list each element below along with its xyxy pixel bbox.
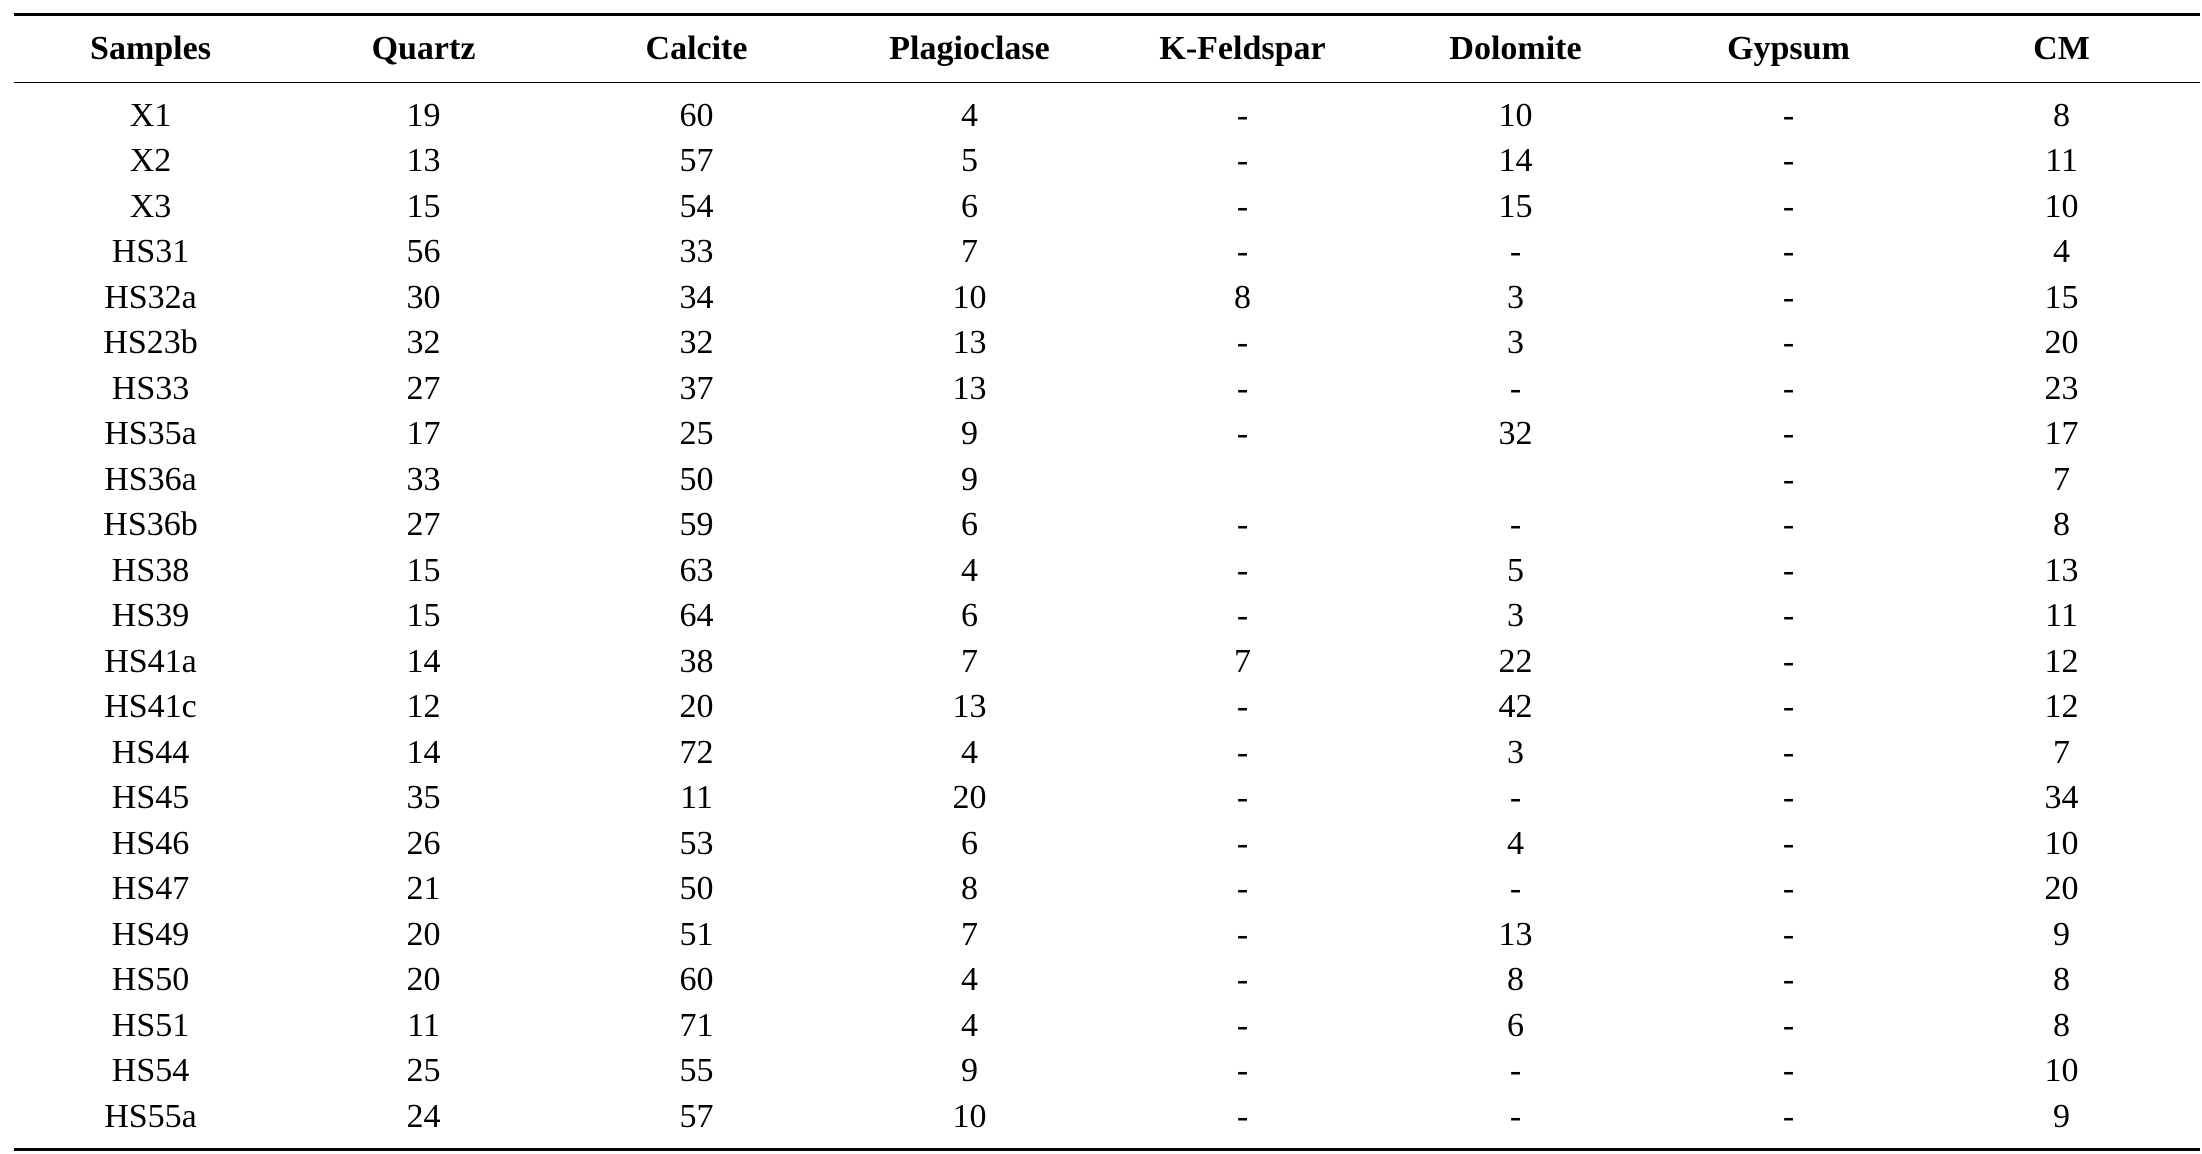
table-body xyxy=(14,83,2200,1151)
column-header-calcite: Calcite xyxy=(645,30,748,67)
cell-quartz: 14 xyxy=(406,642,441,680)
cell-k-feldspar: - xyxy=(1236,779,1249,817)
cell-quartz: 30 xyxy=(406,278,441,316)
cell-k-feldspar: - xyxy=(1236,187,1249,225)
column-header-quartz: Quartz xyxy=(371,30,476,67)
cell-k-feldspar: - xyxy=(1236,506,1249,544)
cell-cm: 13 xyxy=(2044,551,2079,589)
cell-dolomite: 3 xyxy=(1507,324,1524,362)
cell-cm: 15 xyxy=(2044,278,2079,316)
table-row xyxy=(14,366,2200,412)
cell-cm: 23 xyxy=(2044,369,2079,407)
cell-calcite: 64 xyxy=(679,597,714,635)
cell-samples: X2 xyxy=(129,142,172,180)
cell-dolomite: 13 xyxy=(1498,915,1533,953)
cell-samples: HS55a xyxy=(104,1097,197,1135)
cell-quartz: 56 xyxy=(406,233,441,271)
cell-gypsum: - xyxy=(1782,187,1795,225)
cell-dolomite: 32 xyxy=(1498,415,1533,453)
cell-plagioclase: 4 xyxy=(961,733,978,771)
cell-cm: 20 xyxy=(2044,870,2079,908)
cell-calcite: 25 xyxy=(679,415,714,453)
cell-k-feldspar: - xyxy=(1236,369,1249,407)
cell-plagioclase: 6 xyxy=(961,506,978,544)
cell-k-feldspar: 8 xyxy=(1234,278,1251,316)
cell-gypsum: - xyxy=(1782,870,1795,908)
cell-samples: HS54 xyxy=(111,1052,190,1090)
cell-cm: 20 xyxy=(2044,324,2079,362)
cell-samples: HS45 xyxy=(111,779,190,817)
table-row xyxy=(14,503,2200,549)
cell-dolomite: 5 xyxy=(1507,551,1524,589)
cell-calcite: 50 xyxy=(679,870,714,908)
column-header-gypsum: Gypsum xyxy=(1727,30,1850,67)
cell-samples: HS36b xyxy=(103,506,198,544)
cell-k-feldspar: - xyxy=(1236,324,1249,362)
cell-samples: HS38 xyxy=(111,551,190,589)
table-row xyxy=(14,139,2200,185)
mineral-composition-table xyxy=(14,13,2200,1151)
cell-plagioclase: 9 xyxy=(961,415,978,453)
cell-k-feldspar: - xyxy=(1236,551,1249,589)
cell-k-feldspar: - xyxy=(1236,415,1249,453)
cell-quartz: 13 xyxy=(406,142,441,180)
cell-gypsum: - xyxy=(1782,324,1795,362)
cell-gypsum: - xyxy=(1782,551,1795,589)
cell-dolomite: 3 xyxy=(1507,597,1524,635)
cell-quartz: 27 xyxy=(406,506,441,544)
cell-cm: 8 xyxy=(2053,506,2070,544)
table-header xyxy=(14,16,2200,83)
cell-quartz: 12 xyxy=(406,688,441,726)
cell-quartz: 35 xyxy=(406,779,441,817)
cell-plagioclase: 6 xyxy=(961,597,978,635)
cell-calcite: 54 xyxy=(679,187,714,225)
cell-dolomite: 42 xyxy=(1498,688,1533,726)
cell-k-feldspar: - xyxy=(1236,1097,1249,1135)
cell-quartz: 27 xyxy=(406,369,441,407)
cell-calcite: 33 xyxy=(679,233,714,271)
cell-samples: HS51 xyxy=(111,1006,190,1044)
cell-gypsum: - xyxy=(1782,369,1795,407)
cell-calcite: 51 xyxy=(679,915,714,953)
cell-quartz: 20 xyxy=(406,915,441,953)
cell-calcite: 55 xyxy=(679,1052,714,1090)
cell-samples: HS33 xyxy=(111,369,190,407)
cell-cm: 11 xyxy=(2045,597,2078,635)
cell-gypsum: - xyxy=(1782,688,1795,726)
cell-calcite: 32 xyxy=(679,324,714,362)
cell-cm: 7 xyxy=(2053,460,2070,498)
cell-quartz: 24 xyxy=(406,1097,441,1135)
cell-gypsum: - xyxy=(1782,597,1795,635)
cell-gypsum: - xyxy=(1782,1052,1795,1090)
cell-calcite: 11 xyxy=(680,779,713,817)
cell-plagioclase: 7 xyxy=(961,642,978,680)
table-row xyxy=(14,1094,2200,1140)
cell-calcite: 60 xyxy=(679,96,714,134)
cell-dolomite: - xyxy=(1509,233,1522,271)
cell-dolomite: 8 xyxy=(1507,961,1524,999)
cell-cm: 9 xyxy=(2053,1097,2070,1135)
cell-calcite: 72 xyxy=(679,733,714,771)
cell-cm: 17 xyxy=(2044,415,2079,453)
cell-gypsum: - xyxy=(1782,961,1795,999)
cell-dolomite: 6 xyxy=(1507,1006,1524,1044)
cell-dolomite: 15 xyxy=(1498,187,1533,225)
cell-gypsum: - xyxy=(1782,915,1795,953)
cell-quartz: 32 xyxy=(406,324,441,362)
cell-cm: 8 xyxy=(2053,1006,2070,1044)
cell-k-feldspar: - xyxy=(1236,1006,1249,1044)
cell-samples: HS44 xyxy=(111,733,190,771)
table-row xyxy=(14,958,2200,1004)
cell-dolomite: - xyxy=(1509,506,1522,544)
cell-gypsum: - xyxy=(1782,733,1795,771)
table-row xyxy=(14,821,2200,867)
cell-quartz: 11 xyxy=(407,1006,440,1044)
cell-cm: 10 xyxy=(2044,1052,2079,1090)
cell-dolomite: 14 xyxy=(1498,142,1533,180)
cell-gypsum: - xyxy=(1782,1006,1795,1044)
cell-plagioclase: 8 xyxy=(961,870,978,908)
cell-k-feldspar: - xyxy=(1236,688,1249,726)
cell-quartz: 15 xyxy=(406,187,441,225)
cell-plagioclase: 13 xyxy=(952,324,987,362)
cell-dolomite: - xyxy=(1509,779,1522,817)
cell-gypsum: - xyxy=(1782,506,1795,544)
cell-samples: HS41c xyxy=(104,688,197,726)
cell-plagioclase: 4 xyxy=(961,961,978,999)
cell-samples: HS36a xyxy=(104,460,197,498)
cell-cm: 12 xyxy=(2044,688,2079,726)
cell-k-feldspar: - xyxy=(1236,733,1249,771)
cell-plagioclase: 10 xyxy=(952,278,987,316)
cell-samples: HS23b xyxy=(103,324,198,362)
cell-plagioclase: 7 xyxy=(961,233,978,271)
cell-calcite: 71 xyxy=(679,1006,714,1044)
table-row xyxy=(14,548,2200,594)
cell-cm: 10 xyxy=(2044,824,2079,862)
cell-dolomite: - xyxy=(1509,369,1522,407)
cell-quartz: 17 xyxy=(406,415,441,453)
cell-plagioclase: 9 xyxy=(961,1052,978,1090)
cell-plagioclase: 6 xyxy=(961,824,978,862)
cell-cm: 4 xyxy=(2053,233,2070,271)
cell-quartz: 19 xyxy=(406,96,441,134)
cell-plagioclase: 5 xyxy=(961,142,978,180)
table-row xyxy=(14,412,2200,458)
cell-plagioclase: 10 xyxy=(952,1097,987,1135)
cell-cm: 12 xyxy=(2044,642,2079,680)
cell-calcite: 38 xyxy=(679,642,714,680)
cell-k-feldspar: - xyxy=(1236,233,1249,271)
cell-quartz: 15 xyxy=(406,597,441,635)
cell-cm: 8 xyxy=(2053,96,2070,134)
cell-k-feldspar: - xyxy=(1236,1052,1249,1090)
cell-cm: 10 xyxy=(2044,187,2079,225)
cell-quartz: 20 xyxy=(406,961,441,999)
cell-samples: HS35a xyxy=(104,415,197,453)
table-row xyxy=(14,275,2200,321)
cell-k-feldspar: - xyxy=(1236,961,1249,999)
table-row xyxy=(14,93,2200,139)
cell-gypsum: - xyxy=(1782,142,1795,180)
cell-k-feldspar: - xyxy=(1236,915,1249,953)
cell-plagioclase: 4 xyxy=(961,1006,978,1044)
cell-calcite: 57 xyxy=(679,142,714,180)
cell-dolomite: 4 xyxy=(1507,824,1524,862)
cell-k-feldspar: - xyxy=(1236,142,1249,180)
cell-samples: HS39 xyxy=(111,597,190,635)
cell-plagioclase: 13 xyxy=(952,688,987,726)
cell-gypsum: - xyxy=(1782,460,1795,498)
cell-calcite: 37 xyxy=(679,369,714,407)
column-header-k-feldspar: K-Feldspar xyxy=(1159,30,1326,67)
table-row xyxy=(14,730,2200,776)
table-row xyxy=(14,184,2200,230)
cell-samples: X1 xyxy=(129,96,172,134)
table-row xyxy=(14,457,2200,503)
table-row xyxy=(14,1003,2200,1049)
cell-samples: HS50 xyxy=(111,961,190,999)
cell-dolomite: - xyxy=(1509,1097,1522,1135)
cell-quartz: 26 xyxy=(406,824,441,862)
cell-calcite: 53 xyxy=(679,824,714,862)
cell-cm: 8 xyxy=(2053,961,2070,999)
cell-k-feldspar: - xyxy=(1236,870,1249,908)
cell-plagioclase: 4 xyxy=(961,551,978,589)
cell-gypsum: - xyxy=(1782,96,1795,134)
cell-calcite: 59 xyxy=(679,506,714,544)
cell-plagioclase: 7 xyxy=(961,915,978,953)
cell-samples: HS49 xyxy=(111,915,190,953)
column-header-samples: Samples xyxy=(90,30,211,67)
table-row xyxy=(14,685,2200,731)
cell-samples: X3 xyxy=(129,187,172,225)
cell-k-feldspar: - xyxy=(1236,597,1249,635)
cell-dolomite: - xyxy=(1509,1052,1522,1090)
cell-plagioclase: 9 xyxy=(961,460,978,498)
cell-calcite: 60 xyxy=(679,961,714,999)
cell-plagioclase: 13 xyxy=(952,369,987,407)
cell-cm: 9 xyxy=(2053,915,2070,953)
cell-quartz: 21 xyxy=(406,870,441,908)
cell-quartz: 25 xyxy=(406,1052,441,1090)
cell-gypsum: - xyxy=(1782,1097,1795,1135)
cell-dolomite: 3 xyxy=(1507,733,1524,771)
column-header-plagioclase: Plagioclase xyxy=(889,30,1050,67)
table-row xyxy=(14,594,2200,640)
table-row xyxy=(14,639,2200,685)
cell-calcite: 34 xyxy=(679,278,714,316)
cell-samples: HS46 xyxy=(111,824,190,862)
table-row xyxy=(14,776,2200,822)
table-row xyxy=(14,1049,2200,1095)
cell-gypsum: - xyxy=(1782,642,1795,680)
cell-dolomite: - xyxy=(1509,870,1522,908)
table-row xyxy=(14,321,2200,367)
cell-calcite: 63 xyxy=(679,551,714,589)
cell-k-feldspar: 7 xyxy=(1234,642,1251,680)
cell-dolomite: 10 xyxy=(1498,96,1533,134)
table-row xyxy=(14,867,2200,913)
cell-samples: HS41a xyxy=(104,642,197,680)
cell-quartz: 15 xyxy=(406,551,441,589)
cell-gypsum: - xyxy=(1782,278,1795,316)
cell-k-feldspar: - xyxy=(1236,96,1249,134)
cell-gypsum: - xyxy=(1782,779,1795,817)
cell-cm: 11 xyxy=(2045,142,2078,180)
cell-calcite: 50 xyxy=(679,460,714,498)
cell-samples: HS47 xyxy=(111,870,190,908)
table-row xyxy=(14,230,2200,276)
column-header-dolomite: Dolomite xyxy=(1449,30,1582,67)
cell-k-feldspar: - xyxy=(1236,824,1249,862)
cell-plagioclase: 20 xyxy=(952,779,987,817)
cell-cm: 7 xyxy=(2053,733,2070,771)
cell-dolomite: 22 xyxy=(1498,642,1533,680)
cell-gypsum: - xyxy=(1782,233,1795,271)
cell-gypsum: - xyxy=(1782,824,1795,862)
cell-quartz: 33 xyxy=(406,460,441,498)
cell-cm: 34 xyxy=(2044,779,2079,817)
cell-samples: HS32a xyxy=(104,278,197,316)
cell-calcite: 57 xyxy=(679,1097,714,1135)
cell-calcite: 20 xyxy=(679,688,714,726)
cell-plagioclase: 4 xyxy=(961,96,978,134)
cell-samples: HS31 xyxy=(111,233,190,271)
cell-plagioclase: 6 xyxy=(961,187,978,225)
table-row xyxy=(14,912,2200,958)
cell-gypsum: - xyxy=(1782,415,1795,453)
column-header-cm: CM xyxy=(2033,30,2090,67)
cell-quartz: 14 xyxy=(406,733,441,771)
cell-dolomite: 3 xyxy=(1507,278,1524,316)
